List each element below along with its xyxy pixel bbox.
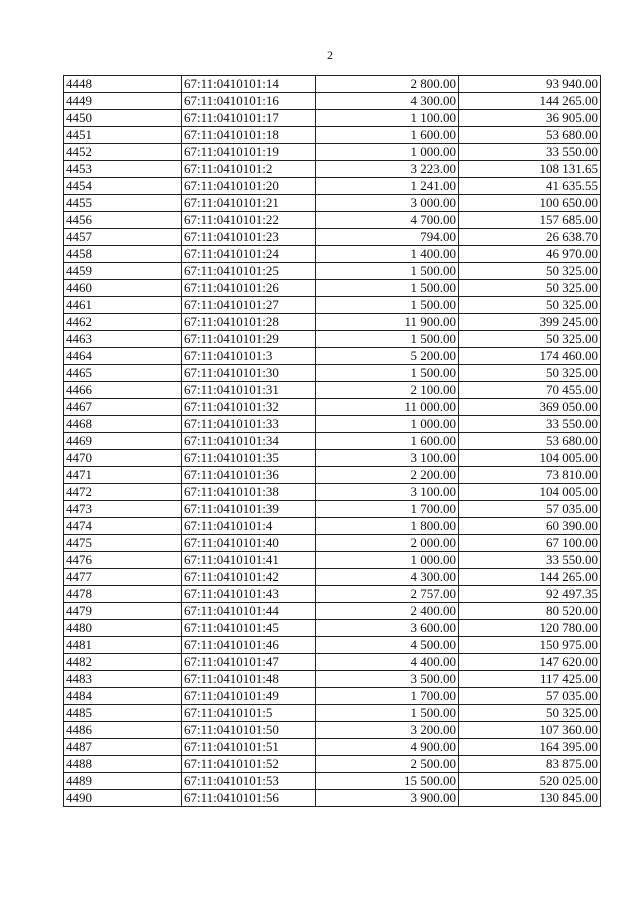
cadastral-number-cell: 67:11:0410101:21	[182, 195, 316, 212]
table-row	[64, 76, 601, 93]
table-row	[64, 433, 601, 450]
cadastral-number-cell: 67:11:0410101:26	[182, 280, 316, 297]
table-row	[64, 297, 601, 314]
cadastral-number-cell: 67:11:0410101:49	[182, 688, 316, 705]
value-cell: 53 680.00	[459, 127, 601, 144]
area-cell: 1 000.00	[316, 144, 459, 161]
value-cell: 107 360.00	[459, 722, 601, 739]
cadastral-number-cell: 67:11:0410101:4	[182, 518, 316, 535]
cadastral-number-cell: 67:11:0410101:30	[182, 365, 316, 382]
cadastral-number-cell: 67:11:0410101:53	[182, 773, 316, 790]
row-number-cell: 4478	[64, 586, 182, 603]
row-number-cell: 4449	[64, 93, 182, 110]
cadastral-number-cell: 67:11:0410101:33	[182, 416, 316, 433]
area-cell: 1 500.00	[316, 365, 459, 382]
row-number-cell: 4458	[64, 246, 182, 263]
value-cell: 520 025.00	[459, 773, 601, 790]
table-row	[64, 246, 601, 263]
cadastral-number-cell: 67:11:0410101:52	[182, 756, 316, 773]
table-row	[64, 467, 601, 484]
area-cell: 1 500.00	[316, 280, 459, 297]
area-cell: 1 800.00	[316, 518, 459, 535]
value-cell: 70 455.00	[459, 382, 601, 399]
value-cell: 41 635.55	[459, 178, 601, 195]
area-cell: 1 000.00	[316, 552, 459, 569]
row-number-cell: 4473	[64, 501, 182, 518]
row-number-cell: 4464	[64, 348, 182, 365]
area-cell: 1 700.00	[316, 688, 459, 705]
value-cell: 80 520.00	[459, 603, 601, 620]
table-row	[64, 331, 601, 348]
value-cell: 50 325.00	[459, 280, 601, 297]
area-cell: 1 000.00	[316, 416, 459, 433]
area-cell: 2 200.00	[316, 467, 459, 484]
value-cell: 57 035.00	[459, 688, 601, 705]
cadastral-number-cell: 67:11:0410101:5	[182, 705, 316, 722]
cadastral-number-cell: 67:11:0410101:47	[182, 654, 316, 671]
value-cell: 93 940.00	[459, 76, 601, 93]
row-number-cell: 4482	[64, 654, 182, 671]
cadastral-number-cell: 67:11:0410101:27	[182, 297, 316, 314]
row-number-cell: 4489	[64, 773, 182, 790]
row-number-cell: 4468	[64, 416, 182, 433]
cadastral-number-cell: 67:11:0410101:42	[182, 569, 316, 586]
table-row	[64, 518, 601, 535]
value-cell: 92 497.35	[459, 586, 601, 603]
cadastral-number-cell: 67:11:0410101:28	[182, 314, 316, 331]
table-row	[64, 688, 601, 705]
row-number-cell: 4488	[64, 756, 182, 773]
row-number-cell: 4483	[64, 671, 182, 688]
value-cell: 120 780.00	[459, 620, 601, 637]
table-row	[64, 773, 601, 790]
row-number-cell: 4463	[64, 331, 182, 348]
value-cell: 60 390.00	[459, 518, 601, 535]
area-cell: 4 300.00	[316, 93, 459, 110]
row-number-cell: 4454	[64, 178, 182, 195]
cadastral-number-cell: 67:11:0410101:36	[182, 467, 316, 484]
cadastral-number-cell: 67:11:0410101:35	[182, 450, 316, 467]
cadastral-number-cell: 67:11:0410101:24	[182, 246, 316, 263]
table-row	[64, 484, 601, 501]
row-number-cell: 4452	[64, 144, 182, 161]
table-row	[64, 263, 601, 280]
cadastral-number-cell: 67:11:0410101:2	[182, 161, 316, 178]
value-cell: 100 650.00	[459, 195, 601, 212]
row-number-cell: 4456	[64, 212, 182, 229]
table-row	[64, 399, 601, 416]
area-cell: 11 900.00	[316, 314, 459, 331]
area-cell: 15 500.00	[316, 773, 459, 790]
cadastral-number-cell: 67:11:0410101:23	[182, 229, 316, 246]
cadastral-number-cell: 67:11:0410101:32	[182, 399, 316, 416]
value-cell: 50 325.00	[459, 705, 601, 722]
value-cell: 50 325.00	[459, 365, 601, 382]
row-number-cell: 4451	[64, 127, 182, 144]
table-row	[64, 110, 601, 127]
cadastral-number-cell: 67:11:0410101:20	[182, 178, 316, 195]
cadastral-number-cell: 67:11:0410101:48	[182, 671, 316, 688]
value-cell: 369 050.00	[459, 399, 601, 416]
row-number-cell: 4487	[64, 739, 182, 756]
row-number-cell: 4457	[64, 229, 182, 246]
cadastral-number-cell: 67:11:0410101:50	[182, 722, 316, 739]
area-cell: 2 000.00	[316, 535, 459, 552]
area-cell: 3 200.00	[316, 722, 459, 739]
area-cell: 4 700.00	[316, 212, 459, 229]
value-cell: 73 810.00	[459, 467, 601, 484]
cadastral-number-cell: 67:11:0410101:39	[182, 501, 316, 518]
table-row	[64, 739, 601, 756]
cadastral-number-cell: 67:11:0410101:17	[182, 110, 316, 127]
table-row	[64, 705, 601, 722]
area-cell: 2 400.00	[316, 603, 459, 620]
table-row	[64, 348, 601, 365]
row-number-cell: 4466	[64, 382, 182, 399]
table-row	[64, 603, 601, 620]
table-row	[64, 552, 601, 569]
table-row	[64, 161, 601, 178]
cadastral-number-cell: 67:11:0410101:16	[182, 93, 316, 110]
table-row	[64, 450, 601, 467]
value-cell: 108 131.65	[459, 161, 601, 178]
table-row	[64, 195, 601, 212]
table-row	[64, 144, 601, 161]
cadastral-number-cell: 67:11:0410101:41	[182, 552, 316, 569]
area-cell: 4 900.00	[316, 739, 459, 756]
cadastral-number-cell: 67:11:0410101:43	[182, 586, 316, 603]
table-row	[64, 280, 601, 297]
area-cell: 4 400.00	[316, 654, 459, 671]
table-row	[64, 212, 601, 229]
value-cell: 46 970.00	[459, 246, 601, 263]
parcel-table	[63, 75, 601, 807]
row-number-cell: 4490	[64, 790, 182, 807]
value-cell: 157 685.00	[459, 212, 601, 229]
page-number: 2	[327, 48, 333, 62]
area-cell: 1 400.00	[316, 246, 459, 263]
table-row	[64, 620, 601, 637]
row-number-cell: 4455	[64, 195, 182, 212]
row-number-cell: 4484	[64, 688, 182, 705]
cadastral-number-cell: 67:11:0410101:46	[182, 637, 316, 654]
cadastral-number-cell: 67:11:0410101:18	[182, 127, 316, 144]
table-row	[64, 535, 601, 552]
cadastral-number-cell: 67:11:0410101:31	[182, 382, 316, 399]
area-cell: 1 600.00	[316, 127, 459, 144]
area-cell: 4 500.00	[316, 637, 459, 654]
row-number-cell: 4448	[64, 76, 182, 93]
area-cell: 2 100.00	[316, 382, 459, 399]
area-cell: 3 900.00	[316, 790, 459, 807]
cadastral-number-cell: 67:11:0410101:14	[182, 76, 316, 93]
table-row	[64, 790, 601, 807]
value-cell: 117 425.00	[459, 671, 601, 688]
row-number-cell: 4460	[64, 280, 182, 297]
row-number-cell: 4461	[64, 297, 182, 314]
row-number-cell: 4472	[64, 484, 182, 501]
cadastral-number-cell: 67:11:0410101:34	[182, 433, 316, 450]
cadastral-number-cell: 67:11:0410101:44	[182, 603, 316, 620]
value-cell: 50 325.00	[459, 263, 601, 280]
row-number-cell: 4459	[64, 263, 182, 280]
area-cell: 2 500.00	[316, 756, 459, 773]
cadastral-number-cell: 67:11:0410101:22	[182, 212, 316, 229]
area-cell: 3 600.00	[316, 620, 459, 637]
area-cell: 3 100.00	[316, 484, 459, 501]
area-cell: 4 300.00	[316, 569, 459, 586]
value-cell: 130 845.00	[459, 790, 601, 807]
area-cell: 3 100.00	[316, 450, 459, 467]
cadastral-number-cell: 67:11:0410101:40	[182, 535, 316, 552]
area-cell: 2 800.00	[316, 76, 459, 93]
area-cell: 11 000.00	[316, 399, 459, 416]
row-number-cell: 4476	[64, 552, 182, 569]
value-cell: 67 100.00	[459, 535, 601, 552]
row-number-cell: 4465	[64, 365, 182, 382]
area-cell: 1 600.00	[316, 433, 459, 450]
area-cell: 5 200.00	[316, 348, 459, 365]
value-cell: 33 550.00	[459, 552, 601, 569]
value-cell: 50 325.00	[459, 297, 601, 314]
area-cell: 1 500.00	[316, 705, 459, 722]
parcel-table-body	[64, 76, 601, 807]
value-cell: 164 395.00	[459, 739, 601, 756]
area-cell: 1 700.00	[316, 501, 459, 518]
value-cell: 104 005.00	[459, 450, 601, 467]
row-number-cell: 4469	[64, 433, 182, 450]
area-cell: 794.00	[316, 229, 459, 246]
area-cell: 1 500.00	[316, 297, 459, 314]
cadastral-number-cell: 67:11:0410101:38	[182, 484, 316, 501]
row-number-cell: 4467	[64, 399, 182, 416]
value-cell: 144 265.00	[459, 93, 601, 110]
value-cell: 57 035.00	[459, 501, 601, 518]
cadastral-number-cell: 67:11:0410101:3	[182, 348, 316, 365]
row-number-cell: 4480	[64, 620, 182, 637]
row-number-cell: 4462	[64, 314, 182, 331]
row-number-cell: 4453	[64, 161, 182, 178]
row-number-cell: 4486	[64, 722, 182, 739]
cadastral-number-cell: 67:11:0410101:56	[182, 790, 316, 807]
table-row	[64, 637, 601, 654]
area-cell: 1 500.00	[316, 331, 459, 348]
value-cell: 33 550.00	[459, 416, 601, 433]
table-row	[64, 178, 601, 195]
area-cell: 1 241.00	[316, 178, 459, 195]
table-row	[64, 654, 601, 671]
table-row	[64, 93, 601, 110]
table-row	[64, 365, 601, 382]
table-row	[64, 586, 601, 603]
area-cell: 1 500.00	[316, 263, 459, 280]
area-cell: 3 223.00	[316, 161, 459, 178]
value-cell: 33 550.00	[459, 144, 601, 161]
table-row	[64, 501, 601, 518]
value-cell: 147 620.00	[459, 654, 601, 671]
value-cell: 150 975.00	[459, 637, 601, 654]
table-row	[64, 382, 601, 399]
table-row	[64, 314, 601, 331]
area-cell: 2 757.00	[316, 586, 459, 603]
table-row	[64, 756, 601, 773]
area-cell: 1 100.00	[316, 110, 459, 127]
value-cell: 53 680.00	[459, 433, 601, 450]
value-cell: 399 245.00	[459, 314, 601, 331]
cadastral-number-cell: 67:11:0410101:19	[182, 144, 316, 161]
cadastral-number-cell: 67:11:0410101:51	[182, 739, 316, 756]
area-cell: 3 000.00	[316, 195, 459, 212]
row-number-cell: 4474	[64, 518, 182, 535]
value-cell: 26 638.70	[459, 229, 601, 246]
row-number-cell: 4450	[64, 110, 182, 127]
row-number-cell: 4475	[64, 535, 182, 552]
cadastral-number-cell: 67:11:0410101:25	[182, 263, 316, 280]
table-row	[64, 229, 601, 246]
table-row	[64, 127, 601, 144]
row-number-cell: 4471	[64, 467, 182, 484]
value-cell: 50 325.00	[459, 331, 601, 348]
value-cell: 104 005.00	[459, 484, 601, 501]
row-number-cell: 4481	[64, 637, 182, 654]
table-row	[64, 671, 601, 688]
row-number-cell: 4485	[64, 705, 182, 722]
value-cell: 83 875.00	[459, 756, 601, 773]
cadastral-number-cell: 67:11:0410101:45	[182, 620, 316, 637]
row-number-cell: 4470	[64, 450, 182, 467]
area-cell: 3 500.00	[316, 671, 459, 688]
table-row	[64, 569, 601, 586]
value-cell: 174 460.00	[459, 348, 601, 365]
cadastral-number-cell: 67:11:0410101:29	[182, 331, 316, 348]
row-number-cell: 4479	[64, 603, 182, 620]
row-number-cell: 4477	[64, 569, 182, 586]
table-row	[64, 416, 601, 433]
value-cell: 144 265.00	[459, 569, 601, 586]
table-row	[64, 722, 601, 739]
value-cell: 36 905.00	[459, 110, 601, 127]
